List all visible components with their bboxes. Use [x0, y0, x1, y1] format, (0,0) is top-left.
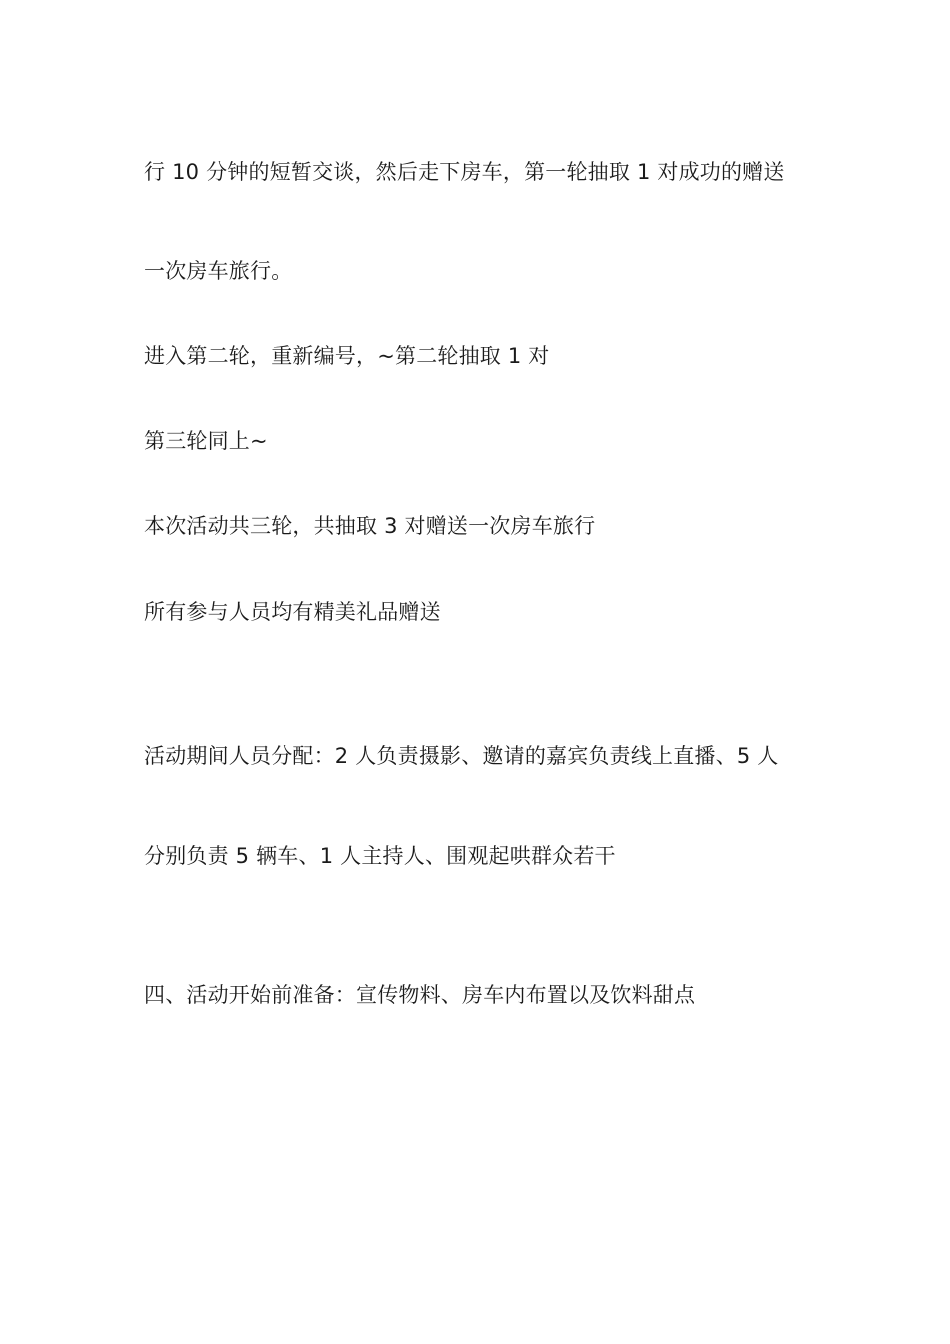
- section-heading: 四、活动开始前准备：宣传物料、房车内布置以及饮料甜点: [144, 983, 696, 1007]
- paragraph-line: 行 10 分钟的短暂交谈，然后走下房车，第一轮抽取 1 对成功的赠送: [144, 160, 785, 184]
- paragraph-line: 本次活动共三轮，共抽取 3 对赠送一次房车旅行: [144, 514, 596, 538]
- paragraph-line: 一次房车旅行。: [144, 259, 293, 283]
- paragraph-line: 进入第二轮，重新编号，~第二轮抽取 1 对: [144, 344, 550, 368]
- paragraph-line: 所有参与人员均有精美礼品赠送: [144, 600, 441, 624]
- paragraph-line: 分别负责 5 辆车、1 人主持人、围观起哄群众若干: [144, 844, 616, 868]
- paragraph-line: 第三轮同上~: [144, 429, 268, 453]
- paragraph-line: 活动期间人员分配：2 人负责摄影、邀请的嘉宾负责线上直播、5 人: [144, 744, 779, 768]
